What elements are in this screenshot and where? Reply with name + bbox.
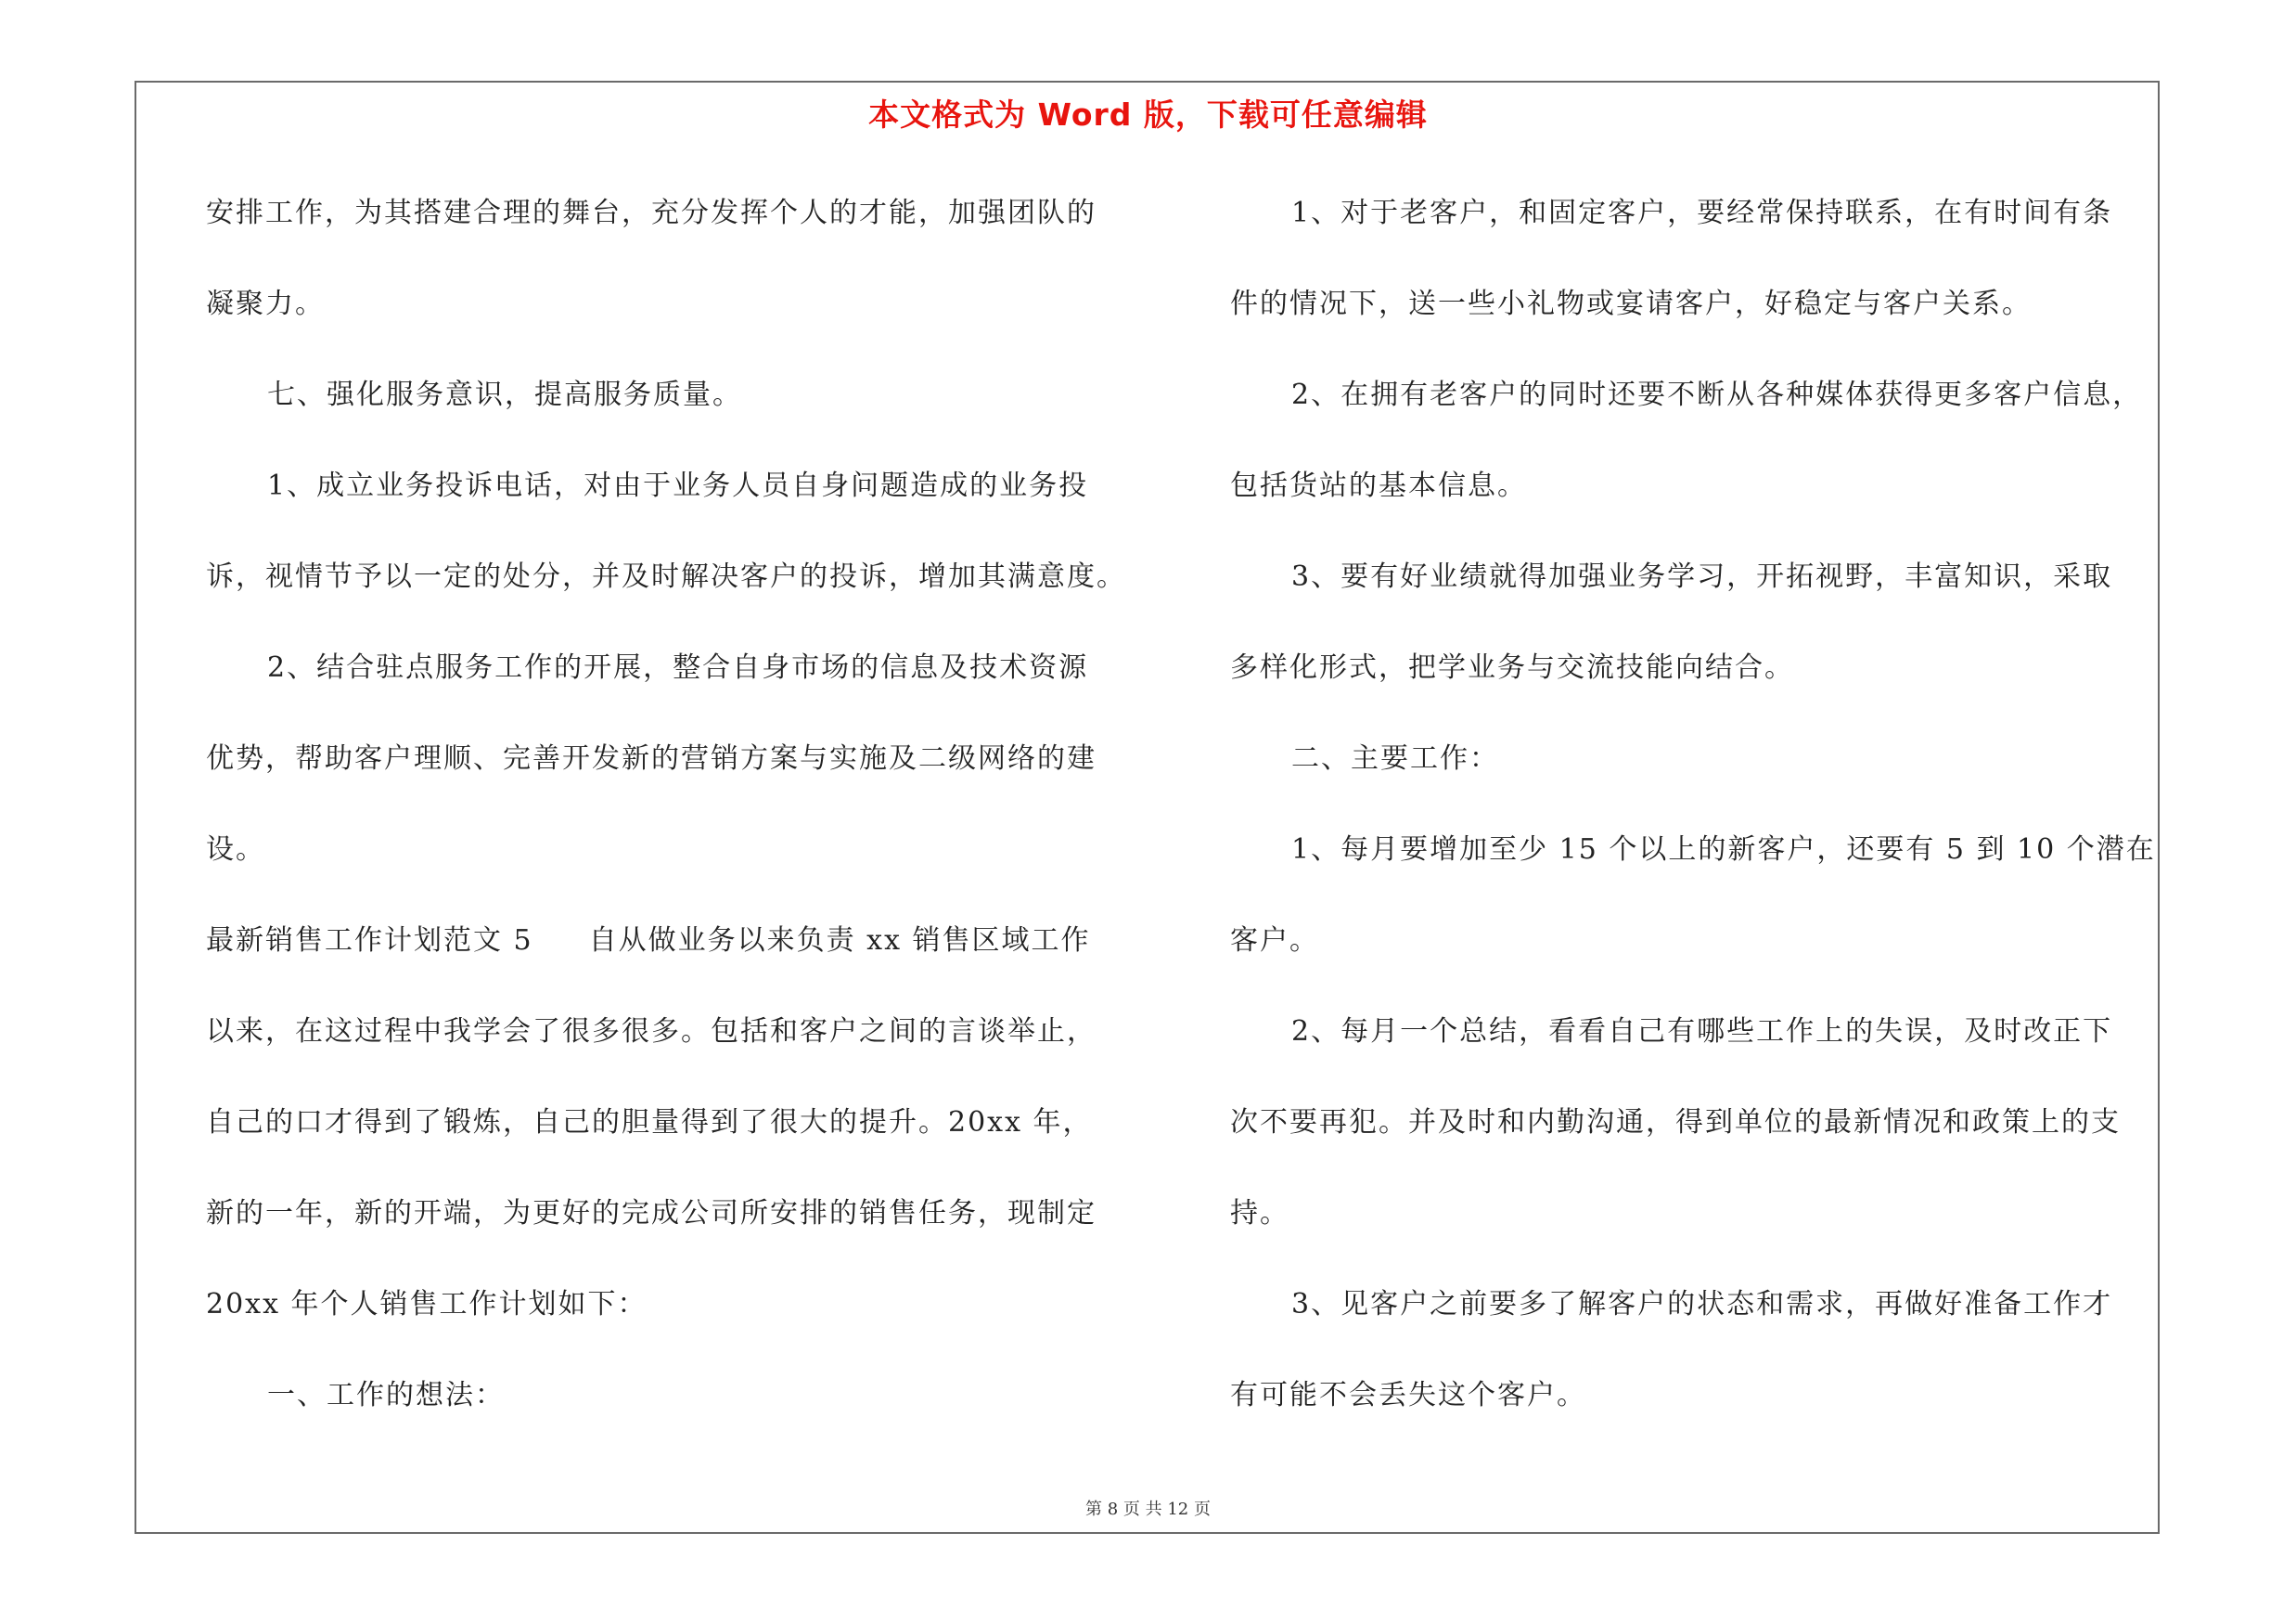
- text-line: 次不要再犯。并及时和内勤沟通，得到单位的最新情况和政策上的支: [1230, 1106, 2121, 1139]
- text-line: 持。: [1230, 1197, 1289, 1230]
- section-heading: 一、工作的想法：: [267, 1379, 505, 1411]
- text-line: 有可能不会丢失这个客户。: [1230, 1379, 1586, 1411]
- text-line: 2、在拥有老客户的同时还要不断从各种媒体获得更多客户信息，: [1291, 379, 2143, 411]
- left-column: [206, 181, 1134, 1454]
- text-line: 1、成立业务投诉电话，对由于业务人员自身问题造成的业务投: [267, 470, 1089, 502]
- text-line: 优势，帮助客户理顺、完善开发新的营销方案与实施及二级网络的建: [206, 742, 1097, 775]
- text-line: 件的情况下，送一些小礼物或宴请客户，好稳定与客户关系。: [1230, 288, 2032, 320]
- text-line: 客户。: [1230, 924, 1319, 957]
- text-line: 3、见客户之前要多了解客户的状态和需求，再做好准备工作才: [1291, 1288, 2113, 1320]
- text-line: 多样化形式，把学业务与交流技能向结合。: [1230, 651, 1794, 684]
- text-line: 包括货站的基本信息。: [1230, 470, 1527, 502]
- section-heading: 二、主要工作：: [1291, 742, 1499, 775]
- page-number: 第 8 页 共 12 页: [1085, 1500, 1211, 1519]
- section-heading: 七、强化服务意识，提高服务质量。: [267, 379, 742, 411]
- text-line: 新的一年，新的开端，为更好的完成公司所安排的销售任务，现制定: [206, 1197, 1097, 1230]
- text-line: 2、每月一个总结，看看自己有哪些工作上的失误，及时改正下: [1291, 1015, 2113, 1048]
- article-title: 最新销售工作计划范文 5: [206, 924, 533, 957]
- text-line: 1、对于老客户，和固定客户，要经常保持联系，在有时间有条: [1291, 197, 2113, 229]
- right-column: [1230, 181, 2167, 1454]
- text-line-continued: 自从做业务以来负责 xx 销售区域工作: [588, 924, 1091, 957]
- text-line: 诉，视情节予以一定的处分，并及时解决客户的投诉，增加其满意度。: [206, 560, 1126, 593]
- text-line: [206, 908, 1134, 999]
- text-line: 自己的口才得到了锻炼，自己的胆量得到了很大的提升。20xx 年，: [206, 1106, 1093, 1139]
- text-line: 2、结合驻点服务工作的开展，整合自身市场的信息及技术资源: [267, 651, 1089, 684]
- text-line: 3、要有好业绩就得加强业务学习，开拓视野，丰富知识，采取: [1291, 560, 2113, 593]
- text-line: 20xx 年个人销售工作计划如下：: [206, 1288, 648, 1320]
- text-line: 凝聚力。: [206, 288, 325, 320]
- text-line: 设。: [206, 833, 265, 866]
- text-line: 安排工作，为其搭建合理的舞台，充分发挥个人的才能，加强团队的: [206, 197, 1097, 229]
- header-banner: 本文格式为 Word 版，下载可任意编辑: [868, 97, 1428, 133]
- text-line: 以来，在这过程中我学会了很多很多。包括和客户之间的言谈举止，: [206, 1015, 1097, 1048]
- text-line: 1、每月要增加至少 15 个以上的新客户，还要有 5 到 10 个潜在: [1291, 833, 2156, 866]
